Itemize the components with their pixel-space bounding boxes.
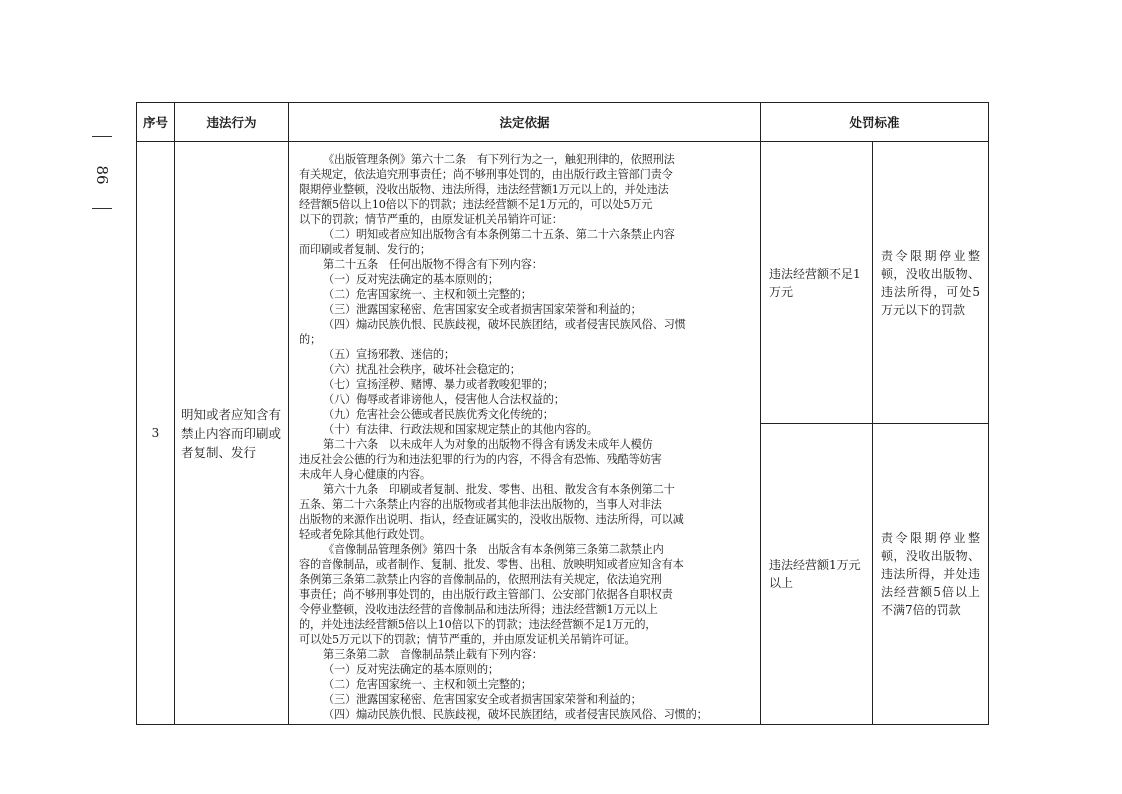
legal-basis-line: 容的音像制品，或者制作、复制、批发、零售、出租、放映明知或者应知含有本 [299,558,684,571]
header-penalty-standard: 处罚标准 [761,103,989,142]
condition-cell: 违法经营额1万元以上 [761,424,873,725]
legal-basis-line: 五条、第二十六条禁止内容的出版物或者其他非法出版物的，当事人对非法 [299,498,662,511]
condition-cell: 违法经营额不足1万元 [761,142,873,424]
legal-basis-line: （二）危害国家统一、主权和领土完整的； [323,678,532,691]
header-violation: 违法行为 [175,103,289,142]
legal-basis-line: 条例第三条第二款禁止内容的音像制品的，依照刑法有关规定，依法追究刑 [299,573,662,586]
legal-basis-line: （二）危害国家统一、主权和领土完整的； [323,288,532,301]
legal-basis-line: 经营额5倍以上10倍以下的罚款；违法经营额不足1万元的，可以处5万元 [299,198,653,211]
legal-basis-line: 有关规定，依法追究刑事责任；尚不够刑事处罚的，由出版行政主管部门责令 [299,168,673,181]
legal-basis-line: （八）侮辱或者诽谤他人，侵害他人合法权益的； [323,393,565,406]
legal-basis-line: 未成年人身心健康的内容。 [299,468,431,481]
legal-basis-cell [289,142,761,725]
legal-basis-line: 《音像制品管理条例》第四十条 出版含有本条例第三条第二款禁止内 [323,543,664,556]
legal-basis-line: （九）危害社会公德或者民族优秀文化传统的； [323,408,554,421]
legal-basis-line: （一）反对宪法确定的基本原则的； [323,663,499,676]
legal-basis-line: 的； [299,333,321,346]
legal-basis-line: （三）泄露国家秘密、危害国家安全或者损害国家荣誉和利益的； [323,693,642,706]
legal-basis-line: （一）反对宪法确定的基本原则的； [323,273,499,286]
page-number-dash-bottom [92,208,112,209]
violation-cell: 明知或者应知含有禁止内容而印刷或者复制、发行 [175,142,289,725]
legal-basis-line: 限期停业整顿，没收出版物、违法所得，违法经营额1万元以上的，并处违法 [299,183,669,196]
legal-basis-line: （四）煽动民族仇恨、民族歧视，破坏民族团结，或者侵害民族风俗、习惯的； [323,708,708,721]
legal-basis-line: （三）泄露国家秘密、危害国家安全或者损害国家荣誉和利益的； [323,303,642,316]
penalty-table [136,102,989,725]
page-number-marker [86,136,126,226]
legal-basis-line: 事责任；尚不够刑事处罚的，由出版行政主管部门、公安部门依据各自职权责 [299,588,673,601]
legal-basis-line: 第三条第二款 音像制品禁止载有下列内容： [323,648,543,661]
penalty-cell: 责令限期停业整顿，没收出版物、违法所得，并处违法经营额5倍以上不满7倍的罚款 [873,424,989,725]
legal-basis-line: （七）宣扬淫秽、赌博、暴力或者教唆犯罪的； [323,378,554,391]
legal-basis-line: （十）有法律、行政法规和国家规定禁止的其他内容的。 [323,423,598,436]
legal-basis-line: 以下的罚款；情节严重的，由原发证机关吊销许可证： [299,213,563,226]
table-row [137,142,989,424]
seq-cell: 3 [137,142,175,725]
legal-basis-line: 轻或者免除其他行政处罚。 [299,528,431,541]
legal-basis-line: 违反社会公德的行为和违法犯罪的行为的内容，不得含有恐怖、残酷等妨害 [299,453,662,466]
header-seq: 序号 [137,103,175,142]
penalty-cell: 责令限期停业整顿，没收出版物、违法所得，可处5万元以下的罚款 [873,142,989,424]
legal-basis-line: 第二十五条 任何出版物不得含有下列内容： [323,258,543,271]
legal-basis-line: 可以处5万元以下的罚款；情节严重的，并由原发证机关吊销许可证。 [299,633,636,646]
legal-basis-line: 第二十六条 以未成年人为对象的出版物不得含有诱发未成年人模仿 [323,438,653,451]
legal-basis-line: 出版物的来源作出说明、指认，经查证属实的，没收出版物、违法所得，可以减 [299,513,684,526]
legal-basis-line: 的，并处违法经营额5倍以上10倍以下的罚款；违法经营额不足1万元的， [299,618,657,631]
page-number-dash-top [92,136,112,137]
header-row [137,103,989,142]
header-legal-basis: 法定依据 [289,103,761,142]
legal-basis-line: （五）宣扬邪教、迷信的； [323,348,455,361]
legal-basis-text [299,152,754,722]
legal-basis-line: （六）扰乱社会秩序，破坏社会稳定的； [323,363,521,376]
legal-basis-line: 令停业整顿，没收违法经营的音像制品和违法所得；违法经营额1万元以上 [299,603,658,616]
legal-basis-line: （二）明知或者应知出版物含有本条例第二十五条、第二十六条禁止内容 [323,228,675,241]
legal-basis-line: 而印刷或者复制、发行的； [299,243,431,256]
legal-basis-line: （四）煽动民族仇恨、民族歧视，破坏民族团结，或者侵害民族风俗、习惯 [323,318,686,331]
legal-basis-line: 第六十九条 印刷或者复制、批发、零售、出租、散发含有本条例第二十 [323,483,675,496]
legal-basis-line: 《出版管理条例》第六十二条 有下列行为之一，触犯刑律的，依照刑法 [323,153,675,166]
page-number: 86 [93,165,111,185]
